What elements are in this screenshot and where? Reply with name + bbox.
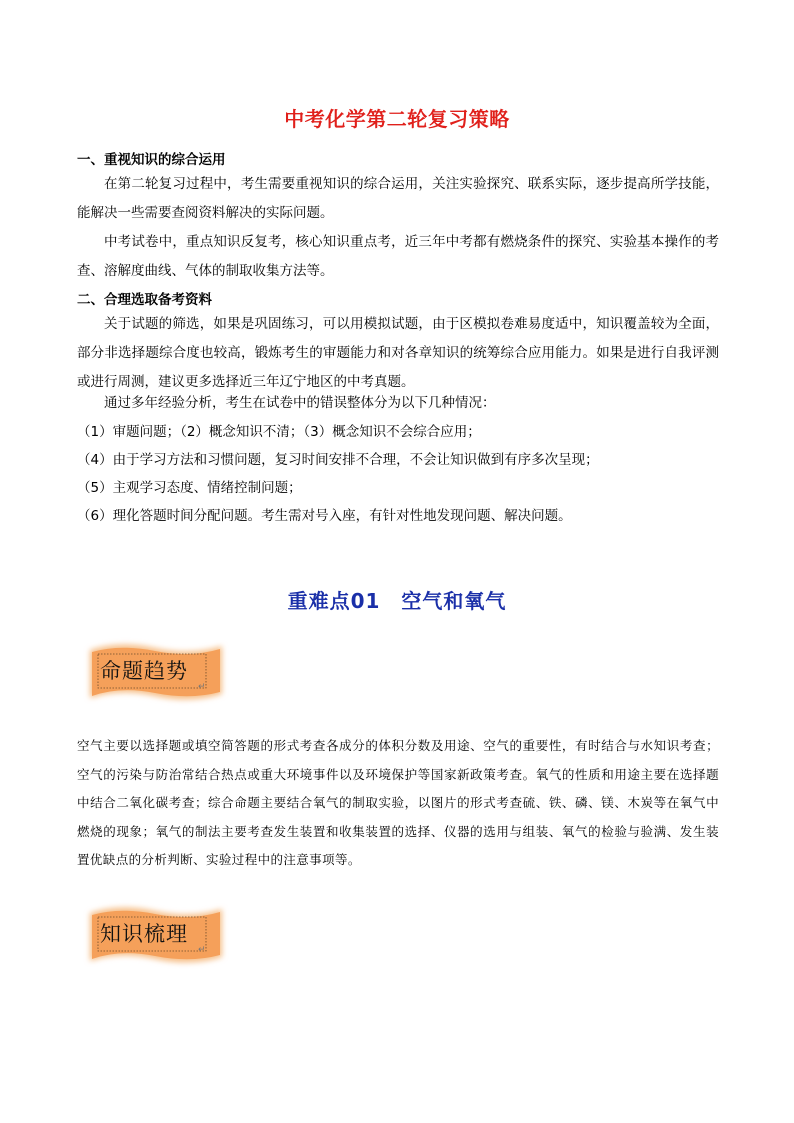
paragraph: 关于试题的筛选，如果是巩固练习，可以用模拟试题，由于区模拟卷难易度适中，知识覆盖较为全面，部分非选择题综合度也较高，锻炼考生的审题能力和对各章知识的统筹综合应用能力。如果是进行自我评测或进行周测，建议更多选择近三年辽宁地区的中考真题。 xyxy=(77,316,719,390)
list-item: （5）主观学习态度、情绪控制问题； xyxy=(77,480,302,496)
paragraph-mark-icon: ↵ xyxy=(198,945,206,955)
banner-knowledge-summary xyxy=(86,905,234,967)
list-item: （6）理化答题时间分配问题。考生需对号入座，有针对性地发现问题、解决问题。 xyxy=(77,508,572,524)
paragraph-mark-icon: ↵ xyxy=(198,682,206,692)
paragraph: 通过多年经验分析，考生在试卷中的错误整体分为以下几种情况： xyxy=(104,395,496,411)
banner-proposition-trend xyxy=(86,642,234,704)
list-item: （4）由于学习方法和习惯问题，复习时间安排不合理，不会让知识做到有序多次呈现； xyxy=(77,452,599,468)
paragraph: 中考试卷中，重点知识反复考，核心知识重点考，近三年中考都有燃烧条件的探究、实验基本操作的考查、溶解度曲线、气体的制取收集方法等。 xyxy=(77,234,719,279)
banner-label: 命题趋势 xyxy=(100,659,188,683)
topic-title: 重难点01 空气和氧气 xyxy=(287,589,507,613)
paragraph: 在第二轮复习过程中，考生需要重视知识的综合运用，关注实验探究、联系实际，逐步提高所学技能，能解决一些需要查阅资料解决的实际问题。 xyxy=(77,176,719,221)
section-heading-1: 一、重视知识的综合运用 xyxy=(77,152,226,168)
page-title: 中考化学第二轮复习策略 xyxy=(284,107,510,131)
list-item: （1）审题问题；（2）概念知识不清；（3）概念知识不会综合应用； xyxy=(77,424,481,440)
section-heading-2: 二、合理选取备考资料 xyxy=(77,292,212,308)
trend-paragraph: 空气主要以选择题或填空简答题的形式考查各成分的体积分数及用途、空气的重要性，有时结合与水知识考查；空气的污染与防治常结合热点或重大环境事件以及环境保护等国家新政策考查。氧气的性质和用途主要在选择题中结合二氧化碳考查；综合命题主要结合氧气的制取实验，以图片的形式考查硫、铁、磷、镁、木炭等在氧气中燃烧的现象；氧气的制法主要考查发生装置和收集装置的选择、仪器的选用与组装、氧气的检验与验满、发生装置优缺点的分析判断、实验过程中的注意事项等。 xyxy=(77,738,719,867)
banner-label: 知识梳理 xyxy=(100,922,188,946)
